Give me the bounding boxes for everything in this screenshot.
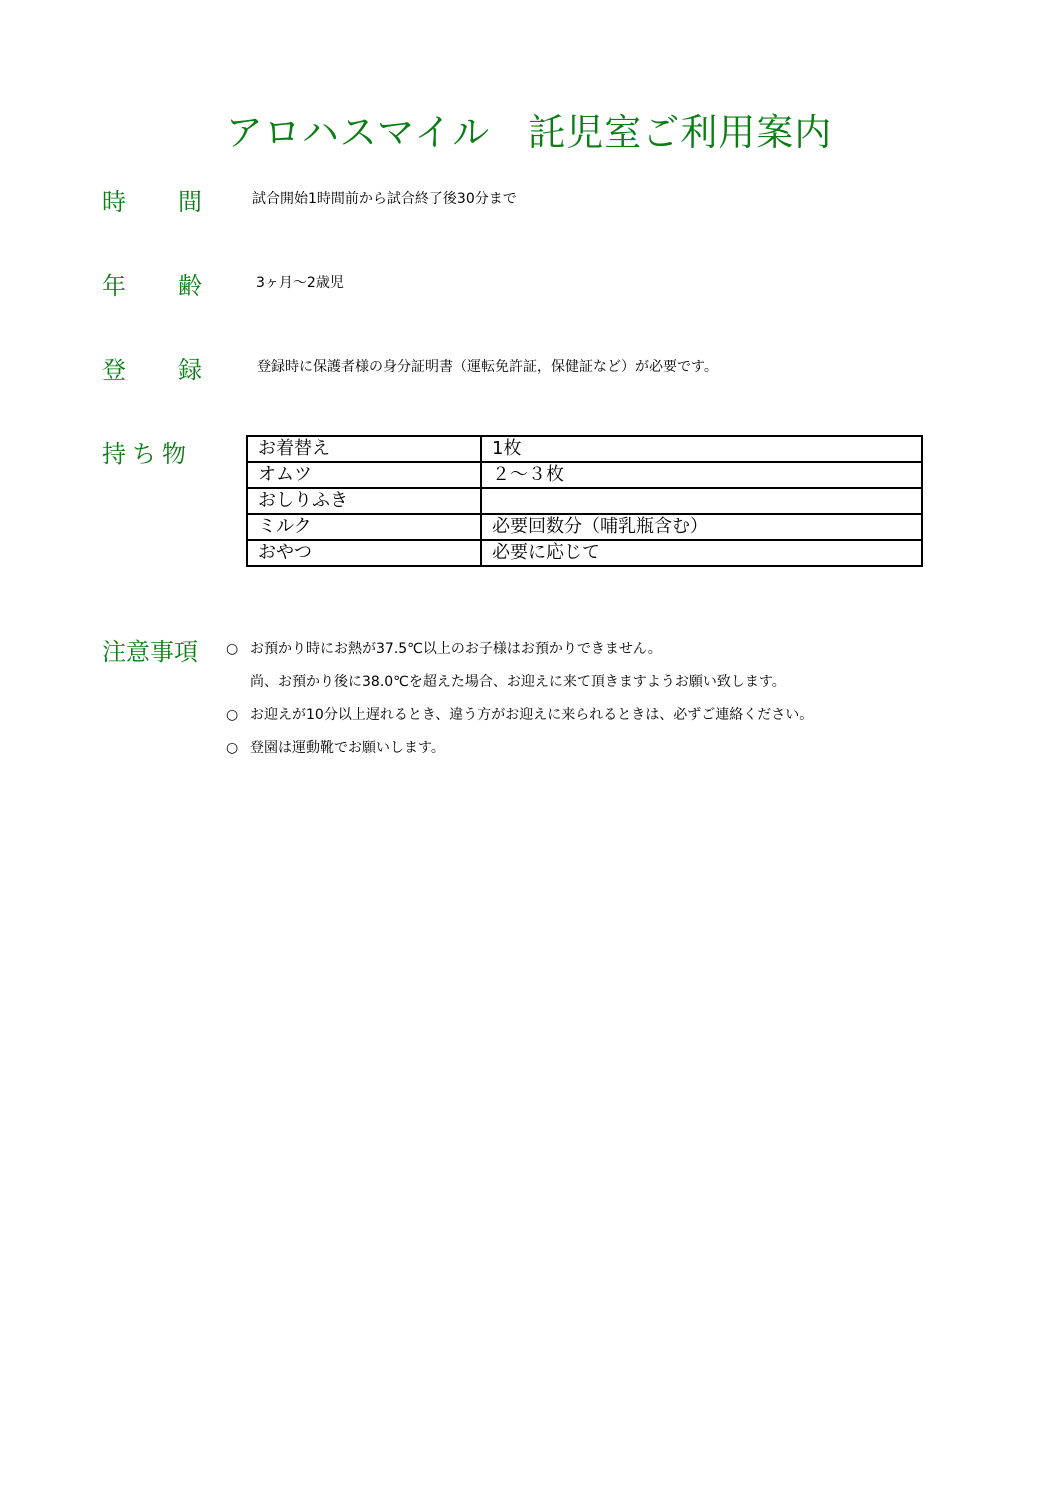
item-name: ミルク: [247, 514, 481, 540]
note-continuation: 尚、お預かり後に38.0℃を超えた場合、お迎えに来て頂きますようお願い致します。: [250, 674, 786, 690]
bullet-icon: ○: [226, 641, 239, 657]
item-qty: 必要回数分（哺乳瓶含む）: [481, 514, 922, 540]
items-table: [246, 435, 923, 567]
time-label: 時 間: [102, 188, 202, 216]
item-qty: 1枚: [481, 436, 922, 462]
item-name: おしりふき: [247, 488, 481, 514]
item-name: お着替え: [247, 436, 481, 462]
registration-value: 登録時に保護者様の身分証明書（運転免許証，保健証など）が必要です。: [257, 359, 718, 375]
table-row: [247, 488, 922, 514]
note-item: ○ 登園は運動靴でお願いします。: [226, 740, 445, 756]
item-qty: 必要に応じて: [481, 540, 922, 566]
item-qty: [481, 488, 922, 514]
note-item: ○ お預かり時にお熱が37.5℃以上のお子様はお預かりできません。: [226, 641, 662, 657]
bullet-icon: ○: [226, 740, 239, 756]
table-row: [247, 540, 922, 566]
age-label: 年 齢: [102, 272, 202, 300]
item-name: オムツ: [247, 462, 481, 488]
item-name: おやつ: [247, 540, 481, 566]
registration-label: 登 録: [102, 356, 202, 384]
bullet-icon: ○: [226, 707, 239, 723]
notes-label: 注意事項: [102, 638, 198, 666]
table-row: [247, 462, 922, 488]
item-qty: ２～３枚: [481, 462, 922, 488]
table-row: [247, 514, 922, 540]
time-value: 試合開始1時間前から試合終了後30分まで: [252, 191, 517, 207]
page-title: アロハスマイル 託児室ご利用案内: [225, 111, 833, 154]
age-value: 3ヶ月～2歳児: [256, 275, 344, 291]
note-item: ○ お迎えが10分以上遅れるとき、違う方がお迎えに来られるときは、必ずご連絡ください。: [226, 707, 814, 723]
table-row: [247, 436, 922, 462]
items-label: 持ち物: [102, 440, 192, 468]
